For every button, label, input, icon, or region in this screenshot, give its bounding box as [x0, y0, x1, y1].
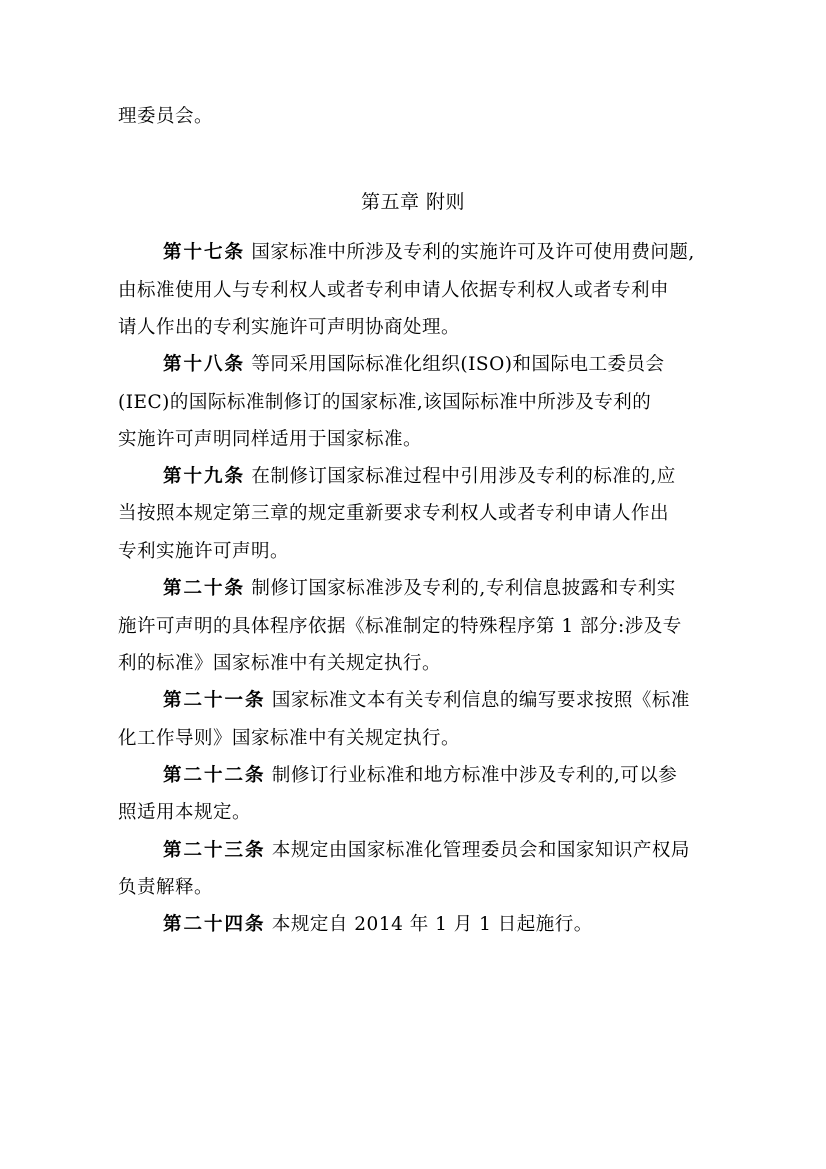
article-text: 实施许可声明同样适用于国家标准。 [118, 429, 423, 450]
article-text: 在制修订国家标准过程中引用涉及专利的标准的,应 [245, 466, 676, 487]
article-text: 当按照本规定第三章的规定重新要求专利权人或者专利申请人作出 [118, 503, 670, 524]
article-text: 照适用本规定。 [118, 802, 252, 823]
article-label: 第二十条 [163, 578, 246, 599]
article-text: 负责解释。 [118, 877, 214, 898]
article-text: 制修订国家标准涉及专利的,专利信息披露和专利实 [245, 578, 676, 599]
article-label: 第二十三条 [163, 840, 266, 861]
article-label: 第十八条 [163, 354, 246, 375]
article-23-first-line [163, 836, 690, 862]
article-text: 化工作导则》国家标准中有关规定执行。 [118, 728, 461, 749]
article-17-first-line [163, 238, 695, 264]
article-text: 本规定自 2014 年 1 月 1 日起施行。 [265, 914, 593, 935]
article-text: 国家标准中所涉及专利的实施许可及许可使用费问题, [245, 242, 695, 263]
article-19-first-line [163, 462, 676, 488]
article-21-first-line [163, 686, 690, 712]
article-text: 施许可声明的具体程序依据《标准制定的特殊程序第 1 部分:涉及专 [118, 616, 682, 637]
article-text: 等同采用国际标准化组织(ISO)和国际电工委员会 [245, 354, 665, 375]
article-text: 本规定由国家标准化管理委员会和国家知识产权局 [265, 840, 690, 861]
article-text: 请人作出的专利实施许可声明协商处理。 [118, 317, 461, 338]
article-24-first-line [163, 910, 593, 936]
article-label: 第二十二条 [163, 765, 266, 786]
article-text: 由标准使用人与专利权人或者专利申请人依据专利权人或者专利申 [118, 280, 670, 301]
article-22-first-line [163, 761, 677, 787]
article-text: 国家标准文本有关专利信息的编写要求按照《标准 [265, 690, 690, 711]
article-18-first-line [163, 350, 664, 376]
article-text: 制修订行业标准和地方标准中涉及专利的,可以参 [265, 765, 678, 786]
article-label: 第二十四条 [163, 914, 266, 935]
intro-tail-text: 理委员会。 [118, 106, 214, 127]
chapter-title: 第五章 附则 [360, 191, 466, 213]
article-text: 专利实施许可声明。 [118, 541, 290, 562]
article-label: 第二十一条 [163, 690, 266, 711]
article-label: 第十七条 [163, 242, 246, 263]
article-text: (IEC)的国际标准制修订的国家标准,该国际标准中所涉及专利的 [118, 392, 652, 413]
article-20-first-line [163, 574, 676, 600]
article-text: 利的标准》国家标准中有关规定执行。 [118, 653, 442, 674]
article-label: 第十九条 [163, 466, 246, 487]
